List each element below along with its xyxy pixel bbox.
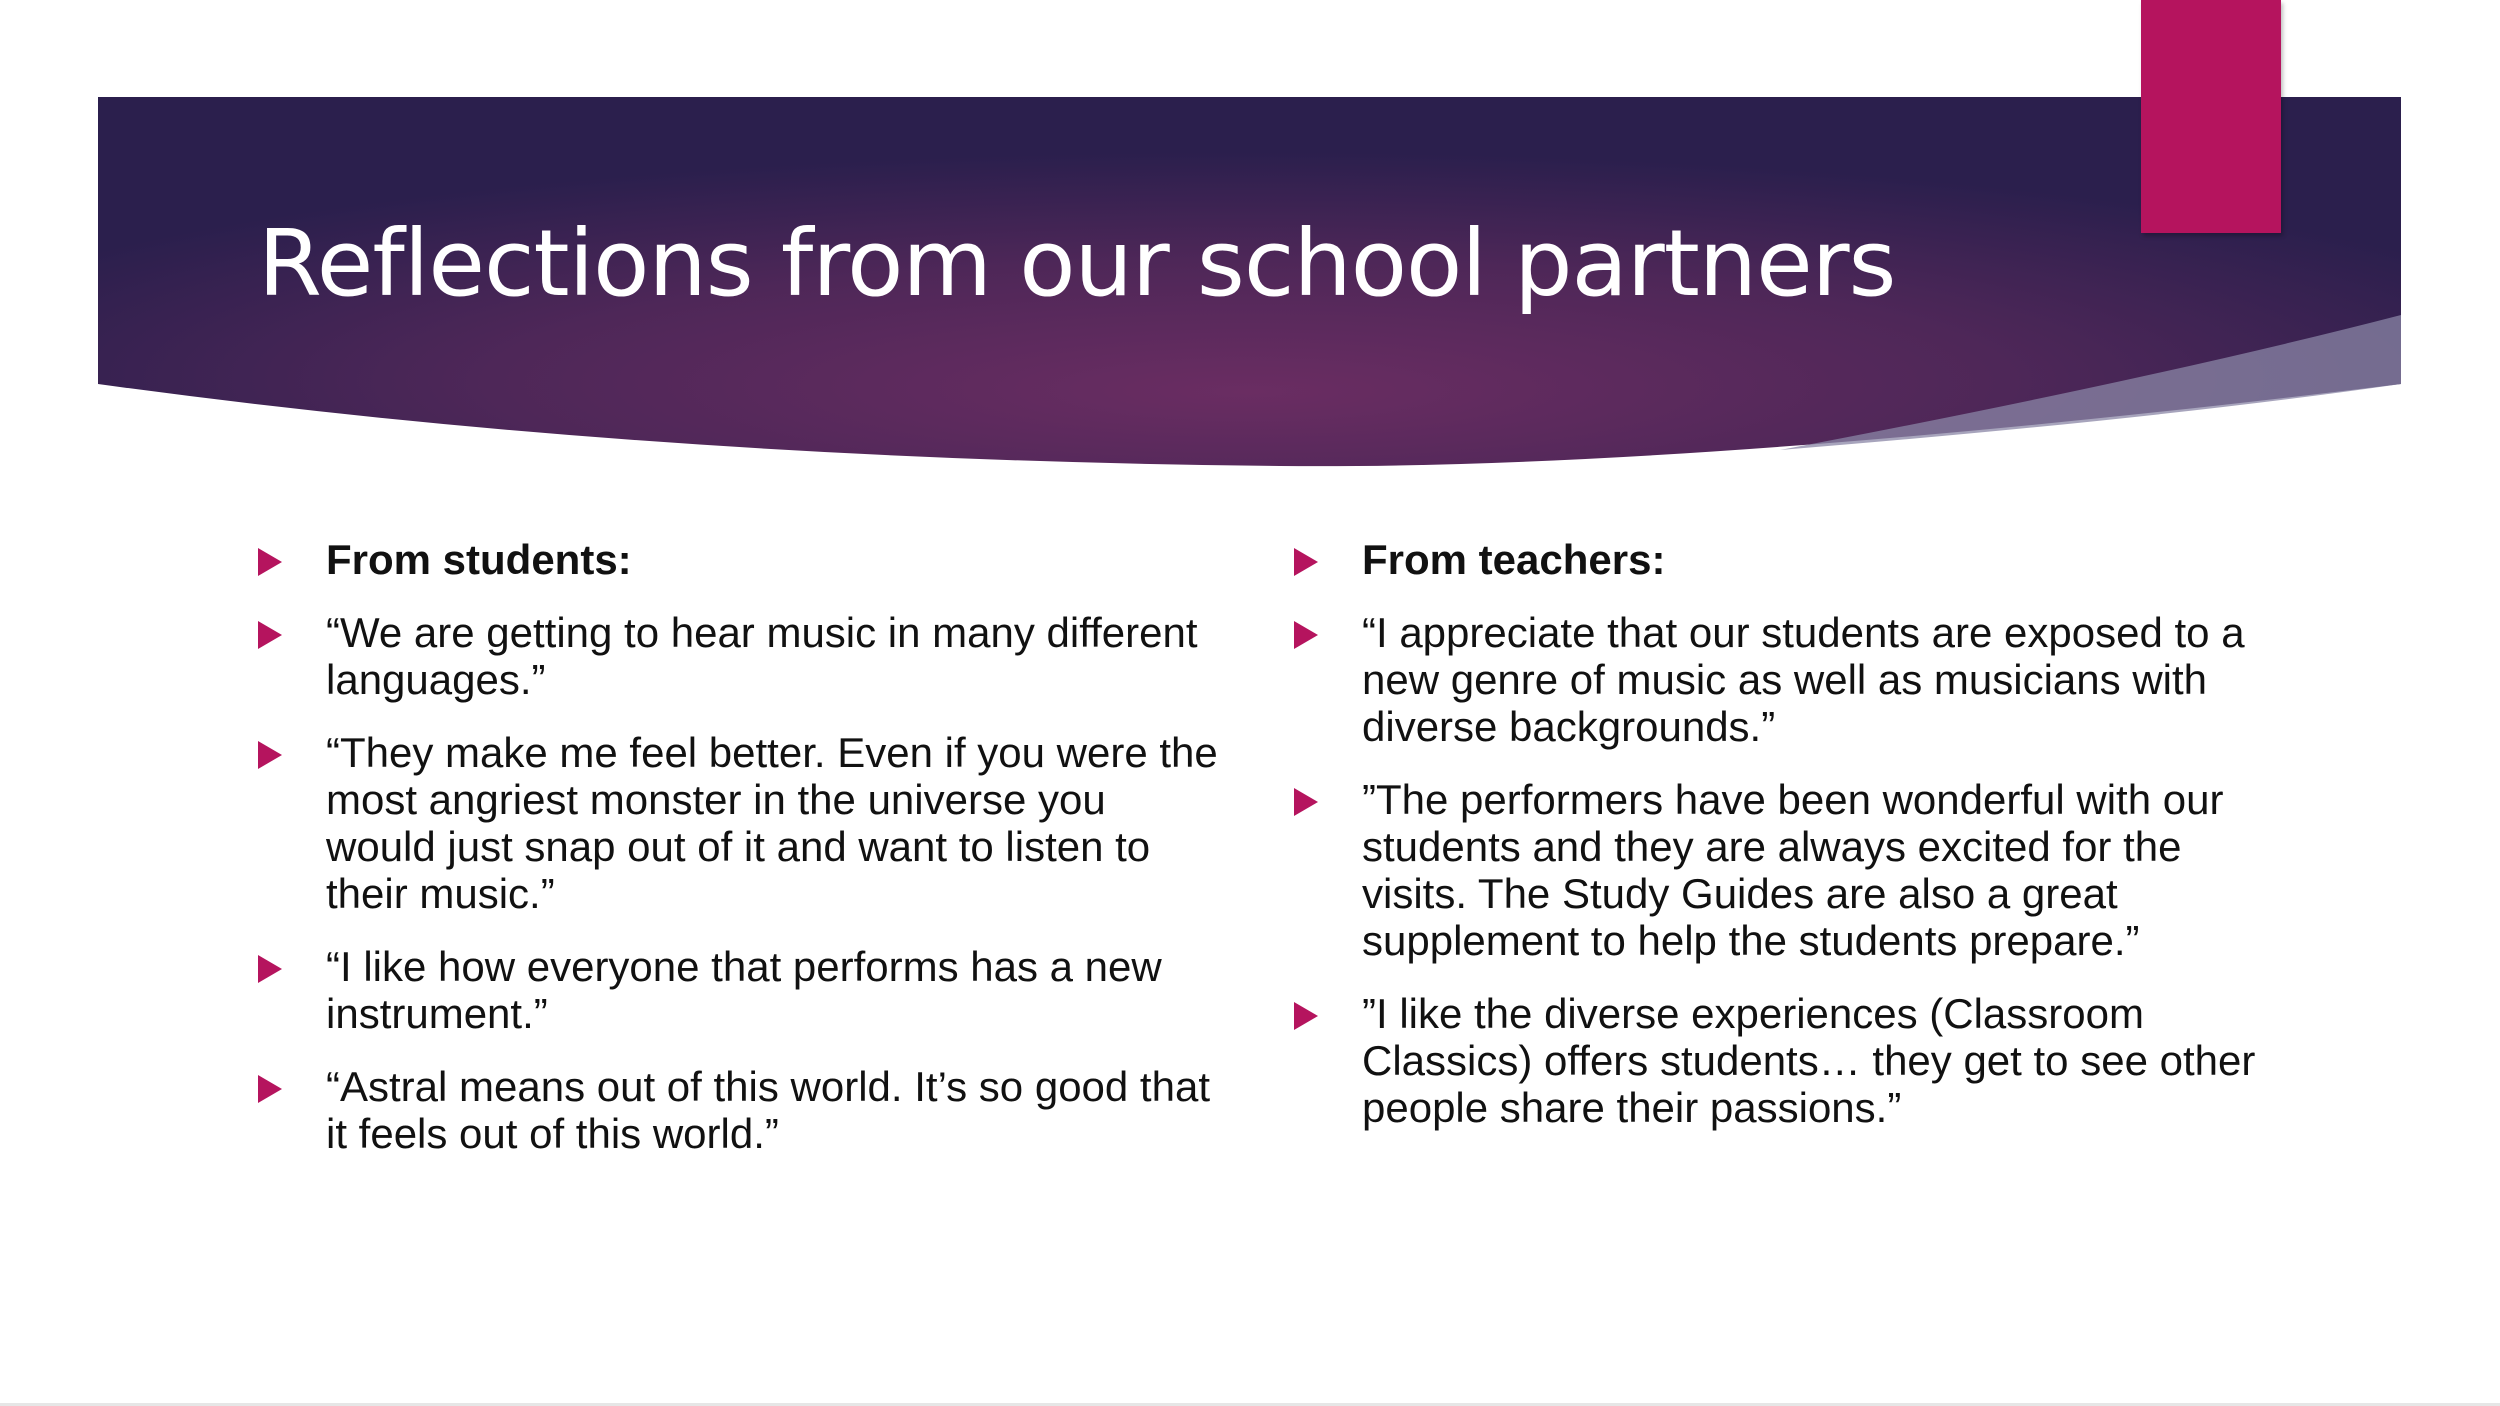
student-quote-item xyxy=(258,943,1218,1037)
slide-title: Reflections from our school partners xyxy=(258,210,1896,317)
teacher-quote-item xyxy=(1294,609,2274,750)
triangle-right-icon xyxy=(1294,548,1318,576)
student-quote-item xyxy=(258,1063,1218,1157)
triangle-right-icon xyxy=(258,1075,282,1103)
teachers-heading-item xyxy=(1294,536,2274,583)
teacher-quote: “I appreciate that our students are exposed to a new genre of music as well as musicians with diverse backgrounds.” xyxy=(1362,609,2245,750)
triangle-right-icon xyxy=(1294,621,1318,649)
student-quote: “Astral means out of this world. It’s so good that it feels out of this world.” xyxy=(326,1063,1210,1157)
triangle-right-icon xyxy=(258,741,282,769)
student-quote-item xyxy=(258,729,1218,917)
teacher-quote-item xyxy=(1294,776,2274,964)
student-quote: “I like how everyone that performs has a new instrument.” xyxy=(326,943,1162,1037)
teacher-quote-item xyxy=(1294,990,2274,1131)
teacher-quote: ”I like the diverse experiences (Classroom Classics) offers students… they get to see other people share their passions.” xyxy=(1362,990,2256,1131)
teachers-column xyxy=(1294,536,2274,1157)
student-quote: “We are getting to hear music in many different languages.” xyxy=(326,609,1198,703)
students-heading-item xyxy=(258,536,1218,583)
triangle-right-icon xyxy=(258,955,282,983)
teachers-heading: From teachers: xyxy=(1362,536,1666,583)
triangle-right-icon xyxy=(1294,1002,1318,1030)
students-heading: From students: xyxy=(326,536,632,583)
student-quote-item xyxy=(258,609,1218,703)
student-quote: “They make me feel better. Even if you were the most angriest monster in the universe you would just snap out of it and want to listen to their music.” xyxy=(326,729,1218,917)
accent-tab xyxy=(2141,0,2281,233)
triangle-right-icon xyxy=(258,621,282,649)
students-column xyxy=(258,536,1218,1183)
triangle-right-icon xyxy=(258,548,282,576)
teacher-quote: ”The performers have been wonderful with our students and they are always excited for the visits. The Study Guides are also a great supplement to help the students prepare.” xyxy=(1362,776,2224,964)
triangle-right-icon xyxy=(1294,788,1318,816)
